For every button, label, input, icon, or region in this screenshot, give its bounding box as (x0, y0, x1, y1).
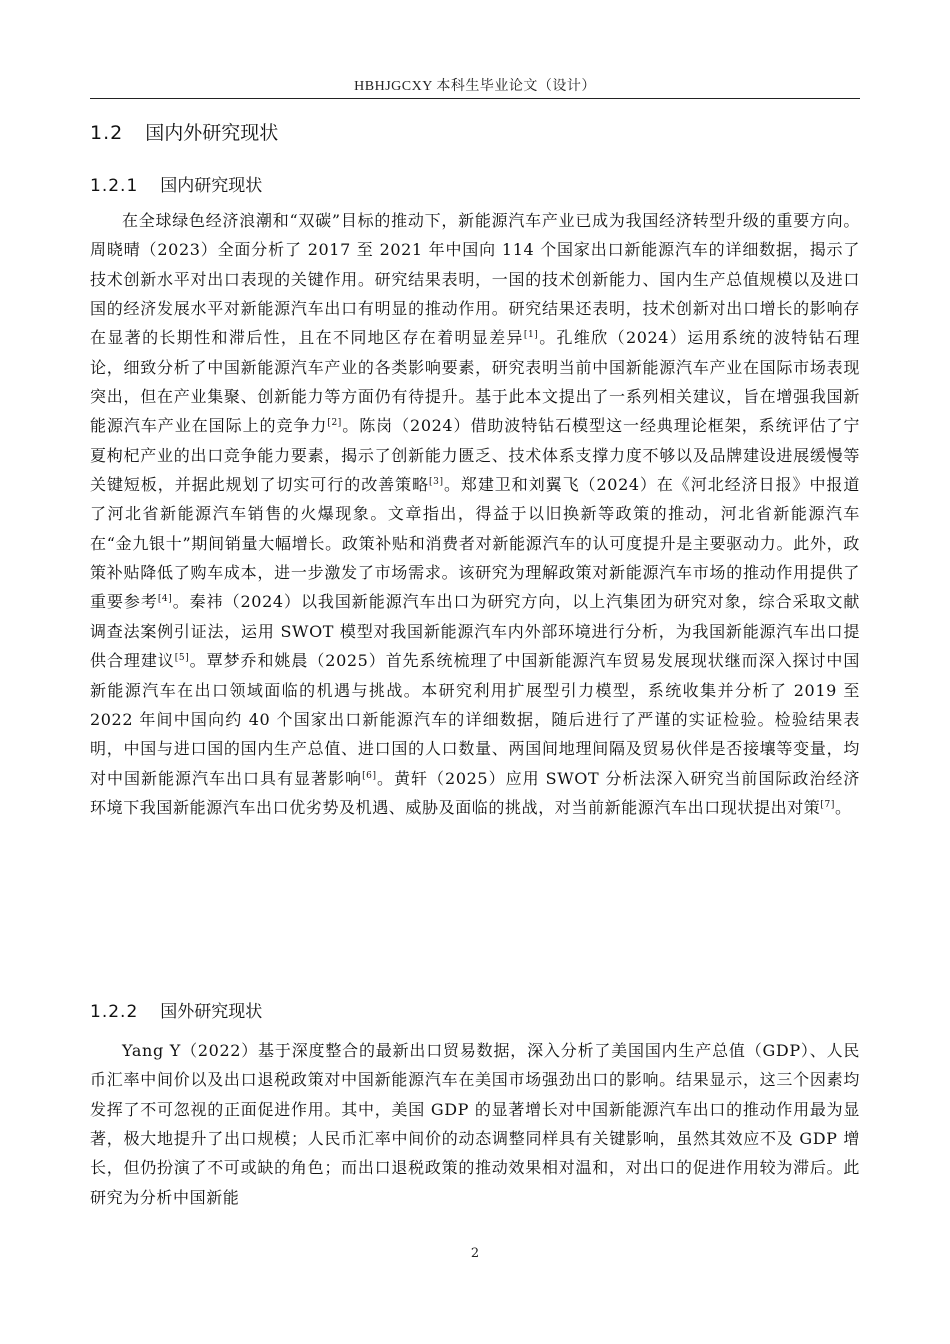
page-number: 2 (470, 1246, 480, 1261)
running-header: HBHJGCXY 本科生毕业论文（设计） (354, 79, 596, 94)
citation-ref: [2] (327, 418, 342, 429)
subsection-number-domestic: 1.2.1 (90, 176, 139, 196)
subsection-heading-foreign (90, 997, 262, 1022)
citation-ref: [4] (157, 594, 173, 605)
citation-ref: [3] (429, 477, 444, 488)
body-text: 。陈岗（2024）借助波特钻石模型这一经典理论框架，系统评估了宁夏枸杞产业的出口竞争能力要素，揭示了创新能力匮乏、技术体系支撑力度不够以及品牌建设进展缓慢等关键短板，并据此规划了切实可行的改善策略 (90, 416, 860, 495)
header-rule (90, 98, 860, 99)
body-text: 。孔维欣（2024）运用系统的波特钻石理论，细致分析了中国新能源汽车产业的各类影响要素，研究表明当前中国新能源汽车产业在国际市场表现突出，但在产业集聚、创新能力等方面仍有待提升。基于此本文提出了一系列相关建议，旨在增强我国新能源汽车产业在国际上的竞争力 (90, 328, 860, 436)
citation-ref: [5] (174, 653, 190, 664)
paragraph-domestic-research (90, 206, 860, 822)
body-text: 。郑建卫和刘翼飞（2024）在《河北经济日报》中报道了河北省新能源汽车销售的火爆现象。文章指出，得益于以旧换新等政策的推动，河北省新能源汽车在“金九银十”期间销量大幅增长。政策补贴和消费者对新能源汽车的认可度提升是主要驱动力。此外，政策补贴降低了购车成本，进一步激发了市场需求。该研究为理解政策对新能源汽车市场的推动作用提供了重要参考 (90, 475, 860, 612)
body-text: 。秦祎（2024）以我国新能源汽车出口为研究方向，以上汽集团为研究对象，综合采取文献调查法案例引证法，运用 SWOT 模型对我国新能源汽车内外部环境进行分析，为我国新能源汽车出口提供合理建议 (90, 592, 860, 671)
body-text: 。黄轩（2025）应用 SWOT 分析法深入研究当前国际政治经济环境下我国新能源汽车出口优劣势及机遇、威胁及面临的挑战，对当前新能源汽车出口现状提出对策 (90, 768, 860, 817)
body-text: 在全球绿色经济浪潮和“双碳”目标的推动下，新能源汽车产业已成为我国经济转型升级的重要方向。周晓晴（2023）全面分析了 2017 至 2021 年中国向 114 个国家出口新能源汽车的详细数据，揭示了技术创新水平对出口表现的关键作用。研究结果表明，一国的技术创新能力、国内生产总值规模以及进口国的经济发展水平对新能源汽车出口有明显的推动作用。研究结果还表明，技术创新对出口增长的影响存在显著的长期性和滞后性，且在不同地区存在着明显差异 (90, 211, 860, 348)
section-number: 1.2 (90, 122, 124, 144)
section-heading (90, 118, 278, 145)
body-text: 。 (834, 797, 852, 817)
subsection-number-foreign: 1.2.2 (90, 1002, 139, 1022)
subsection-heading-domestic (90, 171, 262, 196)
citation-ref: [1] (523, 330, 539, 341)
body-text: 。覃梦乔和姚晨（2025）首先系统梳理了中国新能源汽车贸易发展现状继而深入探讨中国新能源汽车在出口领域面临的机遇与挑战。本研究利用扩展型引力模型，系统收集并分析了 2019 至 2022 年间中国向约 40 个国家出口新能源汽车的详细数据，随后进行了严谨的实证检验。检验结果表明，中国与进口国的国内生产总值、进口国的人口数量、两国间地理间隔及贸易伙伴是否接壤等变量，均对中国新能源汽车出口具有显著影响 (90, 651, 860, 788)
citation-ref: [6] (362, 770, 377, 781)
subsection-title-domestic: 国内研究现状 (160, 176, 263, 196)
citation-ref: [7] (820, 799, 835, 810)
paragraph-foreign-research: Yang Y（2022）基于深度整合的最新出口贸易数据，深入分析了美国国内生产总值（GDP）、人民币汇率中间价以及出口退税政策对中国新能源汽车在美国市场强劲出口的影响。结果显示，这三个因素均发挥了不可忽视的正面促进作用。其中，美国 GDP 的显著增长对中国新能源汽车出口的推动作用最为显著，极大地提升了出口规模；人民币汇率中间价的动态调整同样具有关键影响，虽然其效应不及 GDP 增长，但仍扮演了不可或缺的角色；而出口退税政策的推动效果相对温和，对出口的促进作用较为滞后。此研究为分析中国新能 (90, 1041, 860, 1207)
section-title: 国内外研究现状 (145, 122, 279, 144)
subsection-title-foreign: 国外研究现状 (160, 1002, 263, 1022)
